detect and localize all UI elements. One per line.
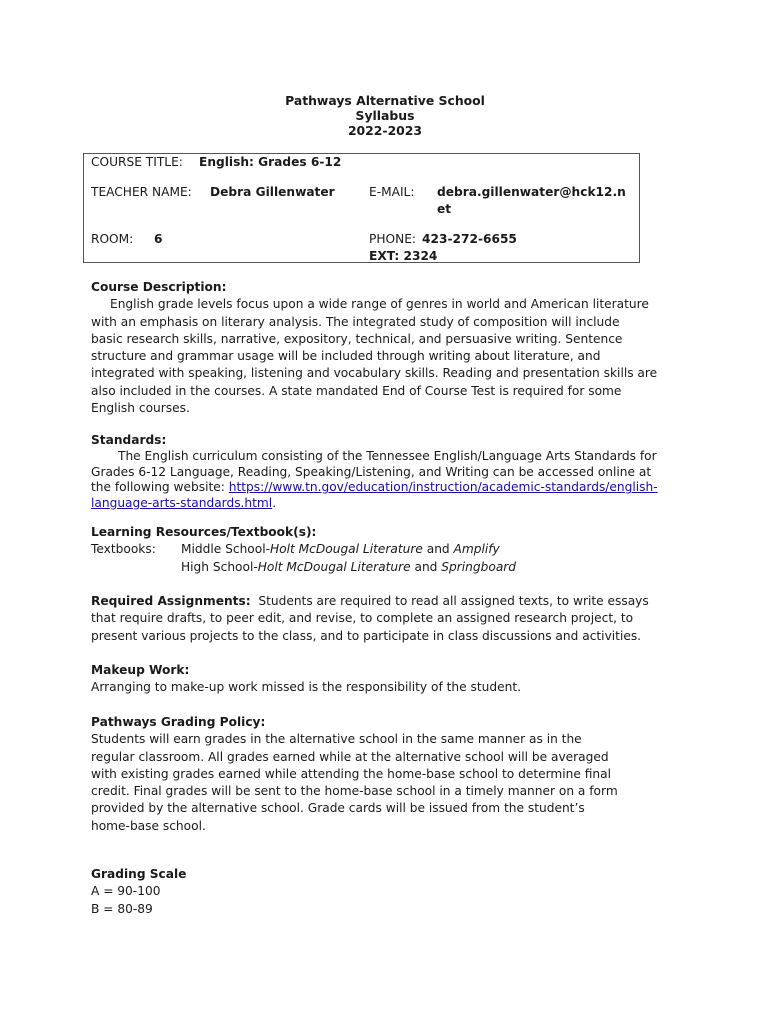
email-value-line2: et: [437, 202, 452, 216]
course-description-line: with an emphasis on literary analysis. The integrated study of composition will include: [91, 314, 620, 329]
email-label: E-MAIL:: [369, 185, 415, 199]
grading-policy-line: credit. Final grades will be sent to the home-base school in a timely manner on a form: [91, 784, 618, 799]
course-description-line: also included in the courses. A state mandated End of Course Test is required for some: [91, 383, 622, 398]
high-school-book: Holt McDougal Literature: [257, 559, 411, 574]
email-value-line1: debra.gillenwater@hck12.n: [437, 185, 626, 199]
grading-policy-line: regular classroom. All grades earned while at the alternative school will be averaged: [91, 749, 609, 764]
grading-policy-line: with existing grades earned while attending the home-base school to determine final: [91, 766, 611, 781]
school-year: 2022-2023: [347, 123, 423, 138]
learning-resources-heading: Learning Resources/Textbook(s):: [91, 525, 317, 539]
room-value: 6: [154, 232, 163, 246]
makeup-work-line: Arranging to make-up work missed is the responsibility of the student.: [91, 680, 521, 695]
phone-value: 423-272-6655: [422, 232, 517, 246]
grading-policy-section: [91, 714, 681, 835]
teacher-name-value: Debra Gillenwater: [210, 185, 335, 199]
course-title-value: English: Grades 6-12: [199, 155, 342, 169]
makeup-work-heading: Makeup Work:: [91, 663, 190, 677]
high-school-book-2: Springboard: [441, 559, 517, 574]
middle-school-book-2: Amplify: [453, 542, 500, 557]
grading-scale-item: B = 80-89: [91, 901, 153, 916]
room-label: ROOM:: [91, 232, 134, 246]
required-assignments-line: that require drafts, to peer edit, and revise, to complete an assigned research project, to: [91, 611, 634, 626]
standards-line-suffix: .: [272, 495, 277, 510]
high-school-textbooks: [181, 559, 516, 576]
high-school-and: and: [410, 559, 442, 574]
standards-link-continued[interactable]: language-arts-standards.html: [91, 495, 273, 510]
textbooks-label: Textbooks:: [91, 542, 156, 557]
middle-school-and: and: [422, 542, 454, 557]
required-assignments-text: Students are required to read all assigned texts, to write essays: [250, 594, 649, 608]
standards-line: Grades 6-12 Language, Reading, Speaking/Listening, and Writing can be accessed online at: [91, 464, 652, 479]
required-assignments-line: [91, 593, 681, 610]
document-type: Syllabus: [355, 108, 415, 123]
grading-scale-heading: Grading Scale: [91, 867, 187, 881]
standards-link[interactable]: https://www.tn.gov/education/instruction/academic-standards/english-: [228, 480, 658, 495]
standards-line: The English curriculum consisting of the Tennessee English/Language Arts Standards for: [118, 449, 657, 464]
required-assignments-line: present various projects to the class, and to participate in class discussions and activities.: [91, 628, 642, 643]
course-description-line: integrated with speaking, listening and vocabulary skills. Reading and presentation skills are: [91, 366, 658, 381]
course-description-line: English grade levels focus upon a wide range of genres in world and American literature: [110, 297, 649, 312]
course-description-line: English courses.: [91, 401, 190, 416]
phone-label: PHONE:: [369, 232, 417, 246]
course-title-label: COURSE TITLE:: [91, 155, 183, 169]
high-school-prefix: High School-: [181, 559, 258, 574]
textbook-row-middle: [91, 541, 681, 558]
course-description-section: [91, 279, 681, 417]
required-assignments-section: [91, 593, 681, 645]
school-name: Pathways Alternative School: [285, 93, 485, 108]
standards-line: [91, 480, 681, 496]
standards-section: [91, 432, 681, 511]
teacher-name-label: TEACHER NAME:: [91, 185, 192, 199]
middle-school-textbooks: [181, 541, 500, 558]
grading-policy-line: home-base school.: [91, 818, 206, 833]
course-info-box: [83, 153, 640, 263]
standards-line: [91, 496, 681, 512]
grading-scale-item: A = 90-100: [91, 884, 161, 899]
grading-policy-line: provided by the alternative school. Grade cards will be issued from the student’s: [91, 801, 585, 816]
course-description-heading: Course Description:: [91, 280, 227, 294]
makeup-work-section: [91, 662, 681, 697]
middle-school-prefix: Middle School-: [181, 542, 270, 557]
textbook-row-high: [91, 559, 681, 576]
learning-resources-section: [91, 524, 681, 576]
phone-extension: EXT: 2324: [369, 249, 438, 263]
standards-heading: Standards:: [91, 433, 167, 447]
grading-policy-heading: Pathways Grading Policy:: [91, 715, 266, 729]
grading-policy-line: Students will earn grades in the alternative school in the same manner as in the: [91, 732, 582, 747]
required-assignments-heading: Required Assignments:: [91, 594, 251, 608]
middle-school-book: Holt McDougal Literature: [270, 542, 423, 557]
standards-line-prefix: the following website:: [91, 480, 229, 495]
course-description-line: structure and grammar usage will be included through writing about literature, and: [91, 349, 601, 364]
course-description-line: basic research skills, narrative, expository, technical, and persuasive writing. Sentence: [91, 331, 623, 346]
grading-scale-section: [91, 866, 681, 918]
document-header: [0, 93, 770, 138]
